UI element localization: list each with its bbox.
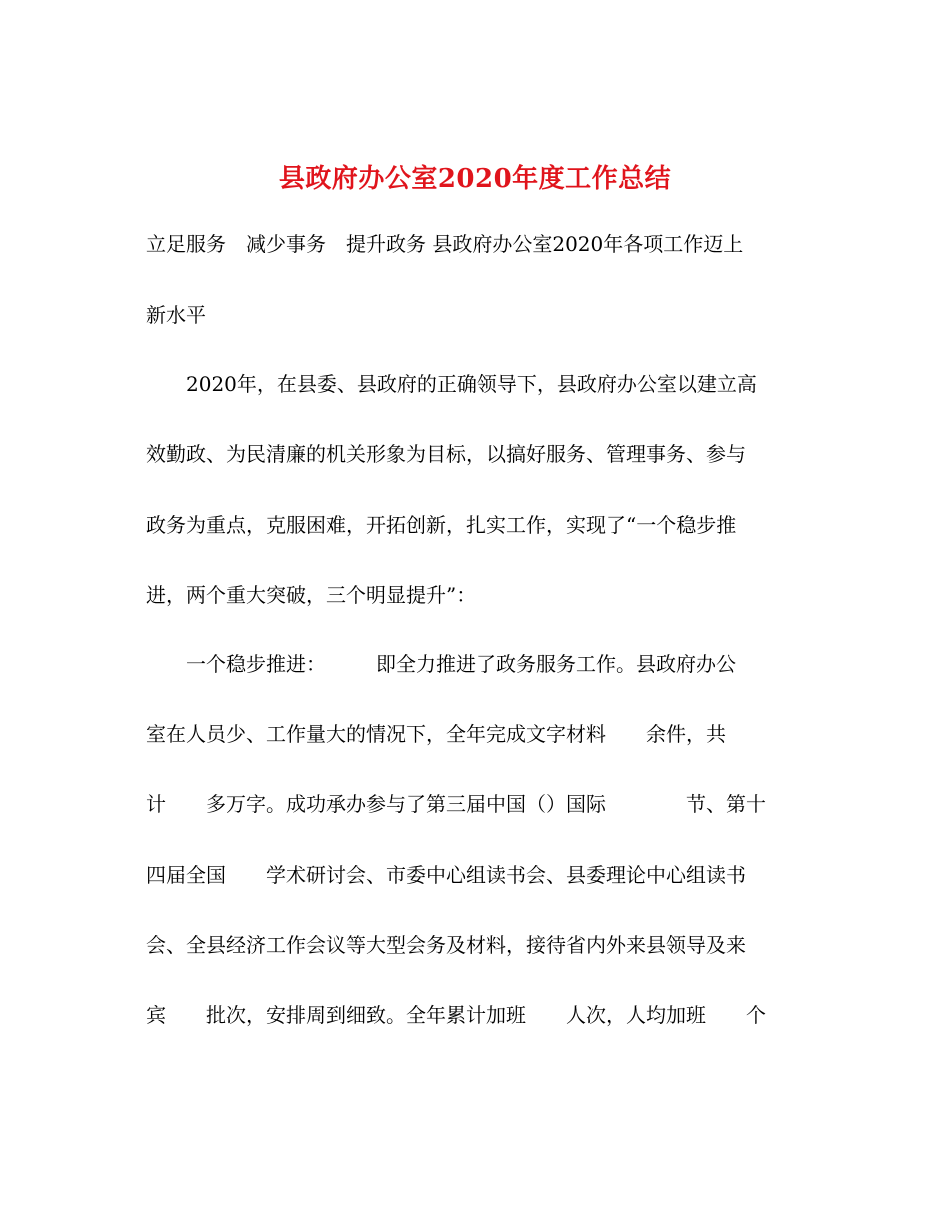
- paragraph-line: 进，两个重大突破，三个明显提升”：: [146, 583, 477, 607]
- paragraph-line: 政务为重点，克服困难，开拓创新，扎实工作，实现了“一个稳步推: [146, 513, 737, 537]
- document-title: 县政府办公室2020年度工作总结: [278, 164, 672, 195]
- paragraph-line: 宾 批次，安排周到细致。全年累计加班 人次，人均加班 个: [146, 1003, 766, 1027]
- paragraph-line: 计 多万字。成功承办参与了第三届中国（）国际 节、第十: [146, 792, 766, 816]
- paragraph-line: 新水平: [146, 303, 206, 327]
- paragraph-line: 室在人员少、工作量大的情况下，全年完成文字材料 余件，共: [146, 722, 726, 746]
- paragraph-line: 一个稳步推进： 即全力推进了政务服务工作。县政府办公: [186, 652, 736, 676]
- paragraph-line: 立足服务 减少事务 提升政务 县政府办公室2020年各项工作迈上: [146, 232, 744, 256]
- paragraph-line: 四届全国 学术研讨会、市委中心组读书会、县委理论中心组读书: [146, 863, 746, 887]
- paragraph-line: 2020年，在县委、县政府的正确领导下，县政府办公室以建立高: [186, 372, 757, 396]
- paragraph-line: 会、全县经济工作会议等大型会务及材料，接待省内外来县领导及来: [146, 933, 746, 957]
- paragraph-line: 效勤政、为民清廉的机关形象为目标，以搞好服务、管理事务、参与: [146, 442, 746, 466]
